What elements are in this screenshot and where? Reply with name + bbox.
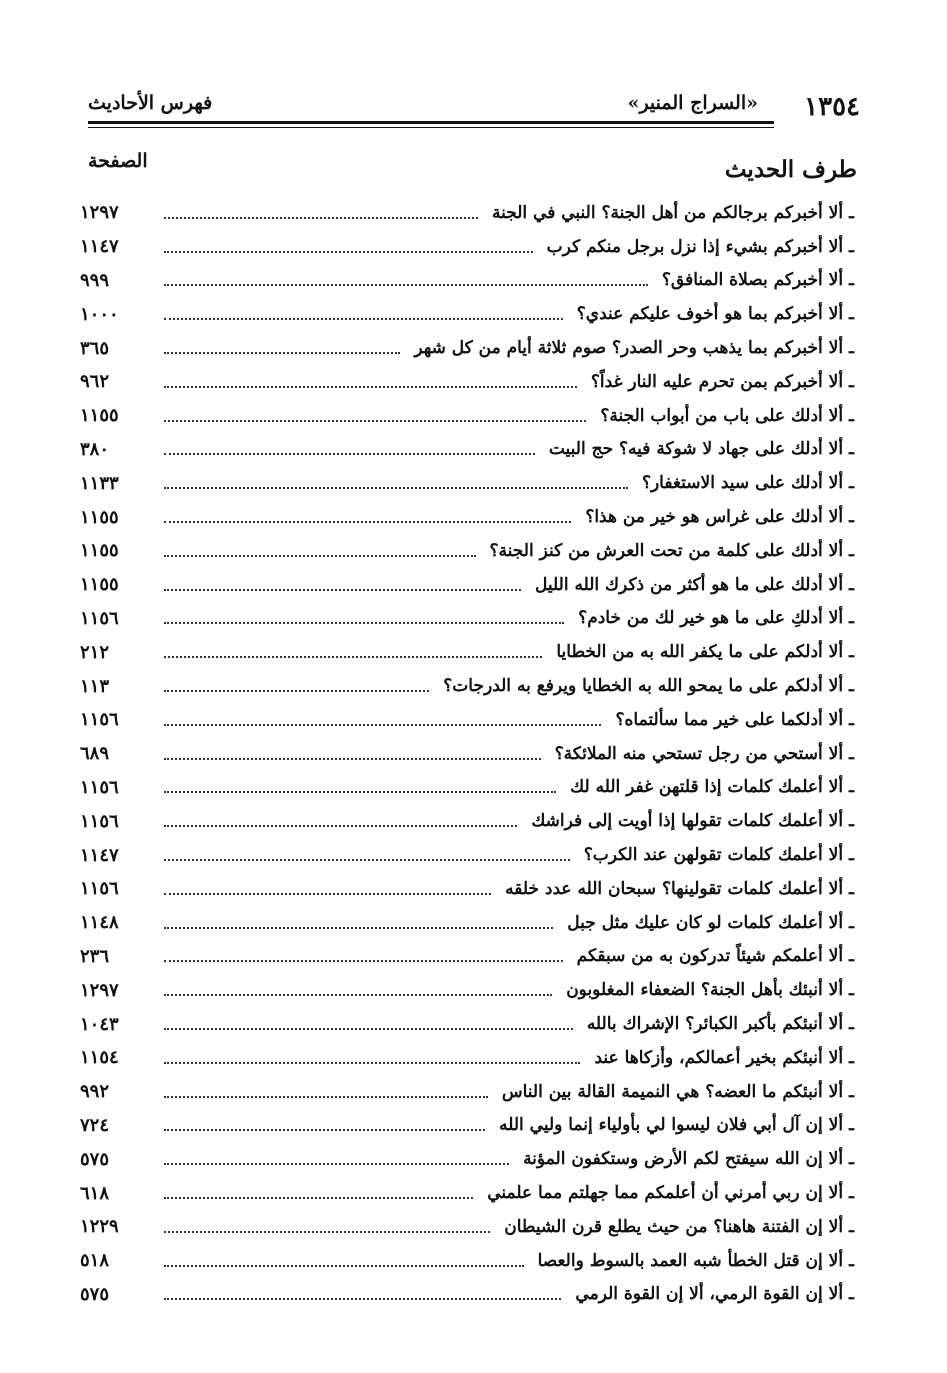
entry-text: ـ ألا أدلكم على ما يمحو الله به الخطايا ويرفع به الدرجات؟ (443, 676, 854, 697)
entry-text: ـ ألا أخبركم بصلاة المنافق؟ (661, 270, 854, 291)
dot-leader (164, 352, 400, 354)
column-header-page: الصفحة (88, 150, 148, 172)
entry-page-number: ٩٩٢ (80, 1081, 110, 1103)
index-entry (80, 1075, 854, 1109)
index-entry (80, 196, 854, 230)
index-entry (80, 1142, 854, 1176)
entry-page-number: ١١٥٦ (80, 878, 119, 900)
dot-leader (164, 1231, 490, 1233)
entry-page-number: ١٠٠٠ (80, 303, 119, 325)
dot-leader (164, 1129, 485, 1131)
index-entry (80, 669, 854, 703)
entry-text: ـ ألا إن ربي أمرني أن أعلمكم مما جهلتم مما علمني (487, 1183, 854, 1203)
dot-leader (164, 1096, 488, 1098)
entry-page-number: ١١٥٦ (80, 776, 119, 798)
dot-leader (164, 521, 571, 523)
page-number: ١٣٥٤ (804, 92, 860, 122)
dot-leader (164, 1028, 573, 1030)
dot-leader (164, 487, 628, 489)
dot-leader (164, 386, 577, 388)
index-entry (80, 297, 854, 331)
dot-leader (164, 724, 601, 726)
column-header-hadith: طرف الحديث (724, 156, 857, 183)
dot-leader (164, 420, 586, 422)
entry-text: ـ ألا أنبئكم ما العضه؟ هي النميمة القالة بين الناس (501, 1081, 854, 1102)
index-entry (80, 534, 854, 568)
entry-page-number: ٣٨٠ (80, 438, 110, 460)
index-entry (80, 602, 854, 636)
entry-text: ـ ألا أستحي من رجل تستحي منه الملائكة؟ (554, 743, 854, 764)
dot-leader (164, 318, 563, 320)
index-entry (80, 1278, 854, 1312)
entry-page-number: ٢١٢ (80, 641, 110, 663)
entry-page-number: ١١٥٦ (80, 709, 119, 731)
index-entries (80, 196, 854, 1311)
index-entry (80, 906, 854, 940)
dot-leader (164, 1197, 473, 1199)
dot-leader (164, 1062, 580, 1064)
dot-leader (164, 589, 521, 591)
entry-page-number: ١٢٩٧ (80, 979, 119, 1001)
dot-leader (164, 622, 564, 624)
dot-leader (164, 690, 429, 692)
entry-page-number: ٦٨٩ (80, 743, 110, 765)
index-entry (80, 1210, 854, 1244)
index-entry (80, 872, 854, 906)
dot-leader (164, 825, 517, 827)
entry-page-number: ١٠٤٣ (80, 1013, 119, 1035)
book-title: «السراج المنير» (627, 92, 758, 114)
dot-leader (164, 927, 553, 929)
index-entry (80, 737, 854, 771)
entry-page-number: ١١٥٥ (80, 405, 119, 427)
entry-text: ـ ألا أنبئكم بأكبر الكبائر؟ الإشراك بالله (586, 1014, 854, 1035)
entry-page-number: ٩٦٢ (80, 371, 110, 393)
entry-page-number: ٣٦٥ (80, 337, 110, 359)
entry-page-number: ٥٧٥ (80, 1283, 110, 1305)
header-rule-thick (88, 121, 774, 124)
dot-leader (164, 656, 542, 658)
entry-text: ـ ألا أخبركم بشيء إذا نزل برجل منكم كرب (546, 236, 854, 257)
dot-leader (164, 758, 541, 760)
entry-text: ـ ألا أخبركم بما هو أخوف عليكم عندي؟ (576, 304, 854, 325)
entry-text: ـ ألا أنبئك بأهل الجنة؟ الضعفاء المغلوبون (566, 980, 854, 1001)
dot-leader (164, 251, 533, 253)
entry-page-number: ١١٥٥ (80, 540, 119, 562)
entry-text: ـ ألا أعلمكم شيئاً تدركون به من سبقكم (576, 946, 854, 967)
entry-page-number: ٥٧٥ (80, 1148, 110, 1170)
entry-page-number: ٦١٨ (80, 1182, 110, 1204)
index-entry (80, 399, 854, 433)
dot-leader (164, 284, 648, 286)
entry-text: ـ ألا أخبركم بمن تحرم عليه النار غداً؟ (590, 371, 854, 392)
entry-page-number: ١٢٩٧ (80, 202, 119, 224)
entry-page-number: ٥١٨ (80, 1250, 110, 1272)
entry-page-number: ١١٥٤ (80, 1047, 119, 1069)
index-entry (80, 230, 854, 264)
entry-page-number: ١٢٢٩ (80, 1216, 119, 1238)
entry-text: ـ ألا أدلكِ على ما هو خير لك من خادم؟ (578, 608, 854, 629)
entry-text: ـ ألا أعلمك كلمات لو كان عليك مثل جبل (567, 912, 854, 933)
entry-page-number: ٧٢٤ (80, 1114, 110, 1136)
entry-text: ـ ألا أنبئكم بخير أعمالكم، وأزكاها عند (594, 1047, 854, 1068)
entry-page-number: ١١٥٦ (80, 607, 119, 629)
index-entry (80, 1007, 854, 1041)
entry-page-number: ١١٥٥ (80, 506, 119, 528)
index-entry (80, 703, 854, 737)
entry-text: ـ ألا أعلمك كلمات تقولها إذا أويت إلى فراشك (531, 811, 854, 832)
index-entry (80, 1041, 854, 1075)
entry-page-number: ١١٤٧ (80, 236, 119, 258)
dot-leader (164, 1298, 561, 1300)
entry-page-number: ٩٩٩ (80, 269, 110, 291)
entry-page-number: ١١٣٣ (80, 472, 119, 494)
entry-page-number: ١١٥٥ (80, 574, 119, 596)
index-entry (80, 365, 854, 399)
entry-text: ـ ألا إن الفتنة هاهنا؟ من حيث يطلع قرن الشيطان (504, 1216, 854, 1237)
entry-text: ـ ألا أخبركم برجالكم من أهل الجنة؟ النبي في الجنة (492, 202, 854, 223)
entry-text: ـ ألا أدلك على جهاد لا شوكة فيه؟ حج البيت (548, 439, 854, 460)
entry-text: ـ ألا إن القوة الرمي، ألا إن القوة الرمي (575, 1284, 854, 1305)
entry-text: ـ ألا أدلكما على خير مما سألتماه؟ (615, 709, 854, 730)
entry-text: ـ ألا أدلك على باب من أبواب الجنة؟ (600, 405, 854, 426)
entry-page-number: ١١٣ (80, 675, 110, 697)
dot-leader (164, 791, 556, 793)
index-entry (80, 804, 854, 838)
entry-text: ـ ألا أعلمك كلمات تقولينها؟ سبحان الله عدد خلقه (505, 878, 854, 899)
index-entry (80, 331, 854, 365)
header-rule-thin (88, 127, 774, 128)
entry-text: ـ ألا أدلك على ما هو أكثر من ذكرك الله الليل (535, 574, 854, 595)
index-entry (80, 1244, 854, 1278)
index-entry (80, 433, 854, 467)
entry-text: ـ ألا إن آل أبي فلان ليسوا لي بأولياء إنما وليي الله (499, 1115, 854, 1136)
running-header (88, 84, 860, 122)
index-entry (80, 973, 854, 1007)
entry-page-number: ٢٣٦ (80, 945, 110, 967)
index-entry (80, 940, 854, 974)
entry-text: ـ ألا أدلك على سيد الاستغفار؟ (641, 473, 854, 494)
dot-leader (164, 960, 563, 962)
dot-leader (164, 555, 476, 557)
section-title: فهرس الأحاديث (88, 92, 213, 114)
index-entry (80, 568, 854, 602)
index-entry (80, 466, 854, 500)
dot-leader (164, 453, 535, 455)
entry-page-number: ١١٥٦ (80, 810, 119, 832)
entry-text: ـ ألا أدلك على غراس هو خير من هذا؟ (585, 507, 854, 528)
dot-leader (164, 859, 570, 861)
entry-text: ـ ألا إن الله سيفتح لكم الأرض وستكفون المؤنة (523, 1149, 854, 1170)
entry-text: ـ ألا أعلمك كلمات تقولهن عند الكرب؟ (583, 845, 854, 866)
entry-page-number: ١١٤٨ (80, 912, 119, 934)
dot-leader (164, 1163, 509, 1165)
entry-text: ـ ألا أدلك على كلمة من تحت العرش من كنز الجنة؟ (489, 540, 854, 561)
entry-text: ـ ألا أدلكم على ما يكفر الله به من الخطايا (556, 642, 854, 663)
entry-text: ـ ألا إن قتل الخطأ شبه العمد بالسوط والعصا (537, 1250, 854, 1271)
entry-text: ـ ألا أخبركم بما يذهب وحر الصدر؟ صوم ثلاثة أيام من كل شهر (414, 338, 854, 359)
entry-page-number: ١١٤٧ (80, 844, 119, 866)
index-entry (80, 838, 854, 872)
dot-leader (164, 893, 491, 895)
index-entry (80, 771, 854, 805)
dot-leader (164, 994, 552, 996)
entry-text: ـ ألا أعلمك كلمات إذا قلتهن غفر الله لك (570, 777, 854, 798)
dot-leader (164, 217, 478, 219)
index-entry (80, 635, 854, 669)
index-entry (80, 264, 854, 298)
index-entry (80, 1176, 854, 1210)
index-entry (80, 500, 854, 534)
index-entry (80, 1109, 854, 1143)
dot-leader (164, 1265, 524, 1267)
